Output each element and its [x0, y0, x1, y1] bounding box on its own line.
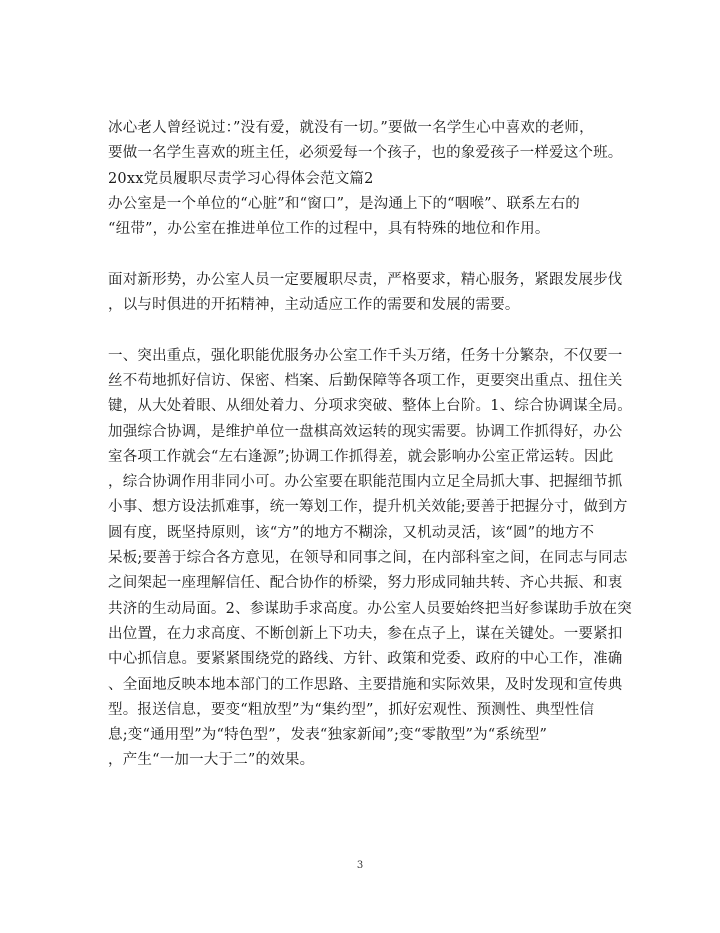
- text-line: ，以与时俱进的开拓精神，主动适应工作的需要和发展的需要。: [108, 297, 520, 314]
- text-line: 要做一名学生喜欢的班主任，必须爱每一个孩子，也的象爱孩子一样爱这个班。: [108, 145, 623, 162]
- text-line: 小事、想方设法抓难事，统一筹划工作，提升机关效能;要善于把握分寸，做到方: [108, 499, 628, 516]
- text-line: ，产生“一加一大于二”的效果。: [108, 752, 315, 769]
- text-line: 加强综合协调，是维护单位一盘棋高效运转的现实需要。协调工作抓得好，办公: [108, 423, 623, 440]
- text-line: 面对新形势，办公室人员一定要履职尽责，严格要求，精心服务，紧跟发展步伐: [108, 271, 623, 288]
- paragraph-gap: [108, 318, 618, 343]
- text-line: 冰心老人曾经说过：”没有爱，就没有一切。”要做一名学生心中喜欢的老师，: [108, 120, 594, 136]
- text-line: 型。报送信息，要变“粗放型”为“集约型”，抓好宏观性、预测性、典型性信: [108, 701, 595, 718]
- section-heading: 20xx党员履职尽责学习心得体会范文篇2: [108, 170, 374, 187]
- text-line: 共济的生动局面。2、参谋助手求高度。办公室人员要始终把当好参谋助手放在突: [108, 600, 632, 617]
- text-line: 丝不苟地抓好信访、保密、档案、后勤保障等各项工作，更要突出重点、扭住关: [108, 372, 623, 389]
- paragraph-gap: [108, 242, 618, 267]
- text-line: 之间架起一座理解信任、配合协作的桥梁，努力形成同轴共转、齐心共振、和衷: [108, 575, 623, 592]
- text-line: 出位置，在力求高度、不断创新上下功夫，参在点子上，谋在关键处。一要紧扣: [108, 625, 623, 642]
- text-line: 、全面地反映本地本部门的工作思路、主要措施和实际效果，及时发现和宣传典: [108, 676, 623, 693]
- text-line: 呆板;要善于综合各方意见，在领导和同事之间，在内部科室之间，在同志与同志: [108, 550, 628, 567]
- text-line: 办公室是一个单位的“心脏”和“窗口”，是沟通上下的“咽喉”、联系左右的: [108, 195, 580, 212]
- text-line: 室各项工作就会“左右逢源”;协调工作抓得差，就会影响办公室正常运转。因此: [108, 448, 614, 465]
- text-line: ，综合协调作用非同小可。办公室要在职能范围内立足全局抓大事、把握细节抓: [108, 474, 623, 491]
- text-line: “纽带”，办公室在推进单位工作的过程中，具有特殊的地位和作用。: [108, 221, 550, 238]
- text-line: 中心抓信息。要紧紧围绕党的路线、方针、政策和党委、政府的中心工作，准确: [108, 651, 623, 668]
- text-line: 键，从大处着眼、从细处着力、分项求突破、整体上台阶。1、综合协调谋全局。: [108, 398, 632, 415]
- text-line: 一、突出重点，强化职能优服务办公室工作千头万绪，任务十分繁杂，不仅要一: [108, 347, 623, 364]
- page-number: 3: [356, 860, 364, 871]
- text-line: 圆有度，既坚持原则，该“方”的地方不糊涂，又机动灵活，该“圆”的地方不: [108, 524, 595, 541]
- document-body: [108, 116, 632, 774]
- text-line: 息;变“通用型”为“特色型”，发表“独家新闻”;变“零散型”为“系统型”: [108, 727, 548, 744]
